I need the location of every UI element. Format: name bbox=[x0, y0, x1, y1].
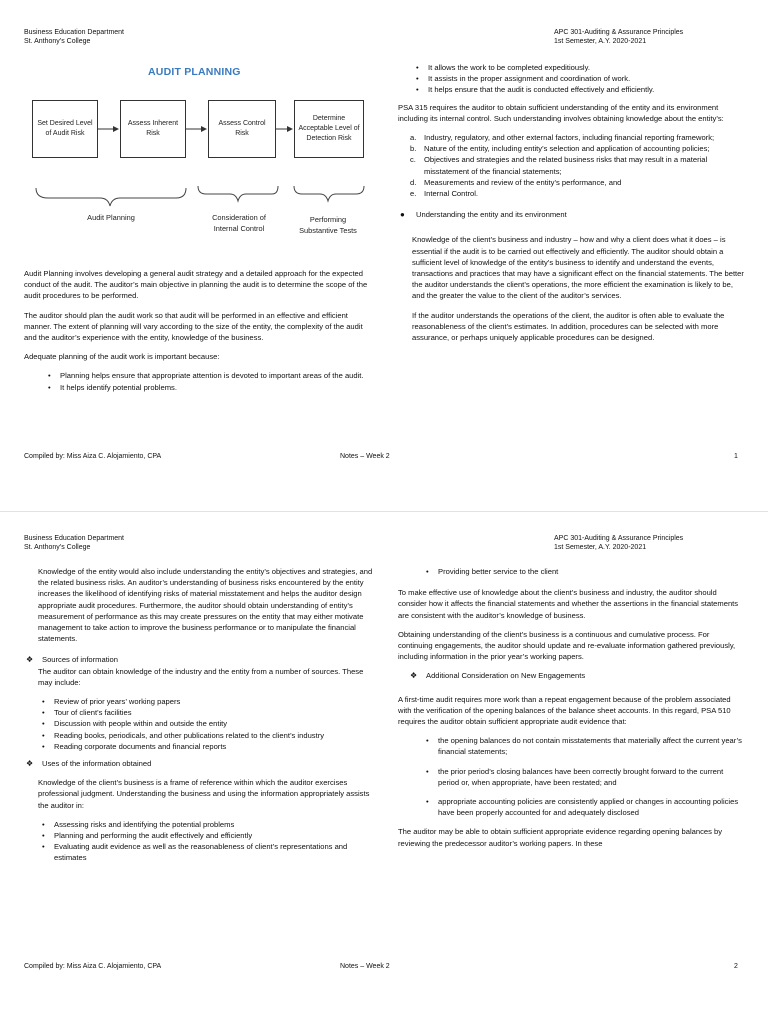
diagram-box-control-risk: Assess Control Risk bbox=[208, 100, 276, 158]
page1-left-column bbox=[24, 268, 374, 399]
page-header-right bbox=[554, 28, 683, 46]
list-item: • Reading corporate documents and financial reports bbox=[38, 741, 374, 752]
section-heading-text: Additional Consideration on New Engagements bbox=[426, 671, 586, 681]
section-heading bbox=[24, 654, 360, 665]
department-name: Business Education Department bbox=[24, 29, 124, 36]
diamond-bullet-icon: ❖ bbox=[26, 655, 34, 665]
diagram-box-inherent-risk: Assess Inherent Risk bbox=[120, 100, 186, 158]
bullet-list bbox=[398, 566, 744, 577]
diagram-label-internal-control: Consideration of Internal Control bbox=[212, 213, 266, 233]
bullet-list bbox=[38, 819, 374, 864]
paragraph: The auditor may be able to obtain sufficient appropriate evidence regarding opening balances by reviewing the predecessor auditor’s working papers. In these bbox=[398, 827, 723, 848]
paragraph: Adequate planning of the audit work is important because: bbox=[24, 352, 220, 362]
footer-compiled-by: Compiled by: Miss Aiza C. Alojamiento, CPA bbox=[24, 963, 162, 970]
list-item: • It helps identify potential problems. bbox=[44, 382, 374, 393]
diamond-bullet-icon: ❖ bbox=[410, 671, 418, 681]
list-item: • It allows the work to be completed expeditiously. bbox=[412, 62, 744, 73]
list-item: • Reading books, periodicals, and other publications related to the client’s industry bbox=[38, 730, 374, 741]
course-title: APC 301-Auditing & Assurance Principles bbox=[554, 535, 684, 542]
department-name: Business Education Department bbox=[24, 535, 124, 542]
bullet-list bbox=[24, 370, 374, 392]
footer-page-number: 1 bbox=[734, 453, 738, 460]
brace-internal-control bbox=[198, 186, 278, 201]
list-item: • It helps ensure that the audit is conducted effectively and efficiently. bbox=[412, 84, 744, 95]
paragraph: The auditor should plan the audit work so that audit will be performed in an effective and efficient manner. The extent of planning will vary according to the size of the entity, the complexity of the audit and the auditor’s experience with the entity, knowledge of the business. bbox=[24, 310, 363, 343]
bullet-list bbox=[38, 696, 374, 752]
paragraph: Knowledge of the client’s business and industry – how and why a client does what it does – is essential if the audit is to be carried out effectively and efficiently. The auditor should obtain a sufficient level of knowledge of the entity’s business to identify and understand the events, transactions and practices that may have a significant effect on the financial statements. The better the auditor understands the client’s operations, the more efficient the examination is likely to be, and the greater the value to the client of the auditor’s services. bbox=[412, 235, 744, 301]
paragraph: If the auditor understands the operations of the client, the auditor is often able to evaluate the reasonableness of the client’s estimates. In addition, procedures can be selected with more assurance, or perhaps uniquely applicable procedures can be designed. bbox=[412, 310, 725, 343]
list-item: c. Objectives and strategies and the related business risks that may result in a material misstatement of the financial statements; bbox=[398, 154, 744, 176]
list-item: d. Measurements and review of the entity’s performance, and bbox=[398, 177, 744, 188]
page2-left-column bbox=[26, 566, 374, 870]
paragraph: Obtaining understanding of the client’s business is a continuous and cumulative process. For continuing engagements, the auditor should update and re-evaluate information gathered previously, including information in the prior year’s working papers. bbox=[398, 629, 736, 662]
list-item: • appropriate accounting policies are consistently applied or changes in accounting policies have been properly accounted for and adequately disclosed bbox=[422, 796, 744, 818]
paragraph: Audit Planning involves developing a general audit strategy and a detailed approach for the expected conduct of the audit. The auditor’s main objective in planning the audit is to determine the scope of the audit procedures to be performed. bbox=[24, 269, 368, 301]
page-header-right bbox=[554, 534, 683, 552]
paragraph: The auditor can obtain knowledge of the industry and the entity from a number of sources. These may include: bbox=[38, 666, 364, 687]
footer-compiled-by: Compiled by: Miss Aiza C. Alojamiento, CPA bbox=[24, 453, 162, 460]
section-heading bbox=[398, 209, 744, 220]
page-title: AUDIT PLANNING bbox=[148, 66, 241, 78]
college-name: St. Anthony’s College bbox=[24, 544, 91, 551]
list-item: e. Internal Control. bbox=[398, 188, 744, 199]
bullet-icon: ● bbox=[400, 210, 405, 220]
bullet-list bbox=[398, 62, 744, 96]
course-title: APC 301-Auditing & Assurance Principles bbox=[554, 29, 684, 36]
footer-notes: Notes – Week 2 bbox=[340, 963, 390, 970]
diagram-label-audit-planning: Audit Planning bbox=[87, 213, 135, 222]
paragraph: Knowledge of the entity would also include understanding the entity’s objectives and strategies, and the related business risks. An auditor’s understanding of business risks encountered by the entity increases the likelihood of identifying risks of material misstatement and helps the auditor design appropriate audit procedures. Furthermore, the auditor should obtain understanding of entity’s measurement of performance as this may create pressures on the entity that may either motivate management to take action to improve the business performance or to manipulate the financial statements. bbox=[38, 567, 373, 644]
footer-notes: Notes – Week 2 bbox=[340, 453, 390, 460]
paragraph: PSA 315 requires the auditor to obtain sufficient understanding of the entity and its environment including its internal control. Such understanding involves obtaining knowledge about the entity’s: bbox=[398, 102, 724, 123]
diagram-box-audit-risk: Set Desired Level of Audit Risk bbox=[32, 100, 98, 158]
semester: 1st Semester, A.Y. 2020-2021 bbox=[554, 544, 647, 551]
paragraph: Knowledge of the client’s business is a frame of reference within which the auditor exercises professional judgment. Understanding the business and using the information appropriately assists the auditor in: bbox=[38, 778, 370, 810]
page1-right-column bbox=[398, 62, 744, 351]
list-item: • the opening balances do not contain misstatements that materially affect the current year’s financial statements; bbox=[422, 735, 744, 757]
semester: 1st Semester, A.Y. 2020-2021 bbox=[554, 38, 647, 45]
diagram-label-substantive-tests: Performing Substantive Tests bbox=[299, 215, 357, 235]
list-item: • Planning helps ensure that appropriate attention is devoted to important areas of the audit. bbox=[44, 370, 374, 381]
list-item: • Tour of client’s facilities bbox=[38, 707, 374, 718]
section-heading-text: Understanding the entity and its environment bbox=[416, 210, 567, 220]
paragraph: To make effective use of knowledge about the client’s business and industry, the auditor should consider how it affects the financial statements and whether the assertions in the financial statements are consistent with the auditor’s knowledge of business. bbox=[398, 588, 739, 620]
list-item: b. Nature of the entity, including entity’s selection and application of accounting policies; bbox=[398, 143, 744, 154]
brace-substantive-tests bbox=[294, 186, 364, 201]
list-item: • the prior period’s closing balances have been correctly brought forward to the current period or, when appropriate, have been restated; and bbox=[422, 766, 744, 788]
list-item: • It assists in the proper assignment and coordination of work. bbox=[412, 73, 744, 84]
section-heading bbox=[24, 758, 360, 769]
document-page-2 bbox=[0, 512, 768, 1024]
paragraph: A first-time audit requires more work than a repeat engagement because of the problem associated with the verification of the opening balances of the balance sheet accounts. In this regard, PSA 510 requires the auditor obtain sufficient appropriate audit evidence that: bbox=[398, 694, 731, 727]
page-header-left bbox=[24, 28, 124, 46]
list-item: • Discussion with people within and outside the entity bbox=[38, 718, 374, 729]
diagram-box-detection-risk: Determine Acceptable Level of Detection Risk bbox=[294, 100, 364, 158]
college-name: St. Anthony’s College bbox=[24, 38, 91, 45]
list-item: a. Industry, regulatory, and other external factors, including financial reporting framework; bbox=[398, 132, 744, 143]
lettered-list bbox=[398, 132, 744, 199]
list-item: • Review of prior years’ working papers bbox=[38, 696, 374, 707]
list-item: • Planning and performing the audit effectively and efficiently bbox=[38, 830, 374, 841]
section-heading-text: Uses of the information obtained bbox=[42, 759, 152, 769]
bullet-list bbox=[398, 735, 744, 818]
section-heading bbox=[408, 670, 754, 681]
list-item: • Assessing risks and identifying the potential problems bbox=[38, 819, 374, 830]
list-item: • Evaluating audit evidence as well as the reasonableness of client’s representations and estimates bbox=[38, 841, 374, 863]
diamond-bullet-icon: ❖ bbox=[26, 759, 34, 769]
brace-audit-planning bbox=[36, 188, 186, 206]
list-item: • Providing better service to the client bbox=[422, 566, 744, 577]
footer-page-number: 2 bbox=[734, 963, 738, 970]
page2-right-column bbox=[398, 566, 744, 857]
section-heading-text: Sources of information bbox=[42, 655, 118, 665]
page-header-left bbox=[24, 534, 124, 552]
